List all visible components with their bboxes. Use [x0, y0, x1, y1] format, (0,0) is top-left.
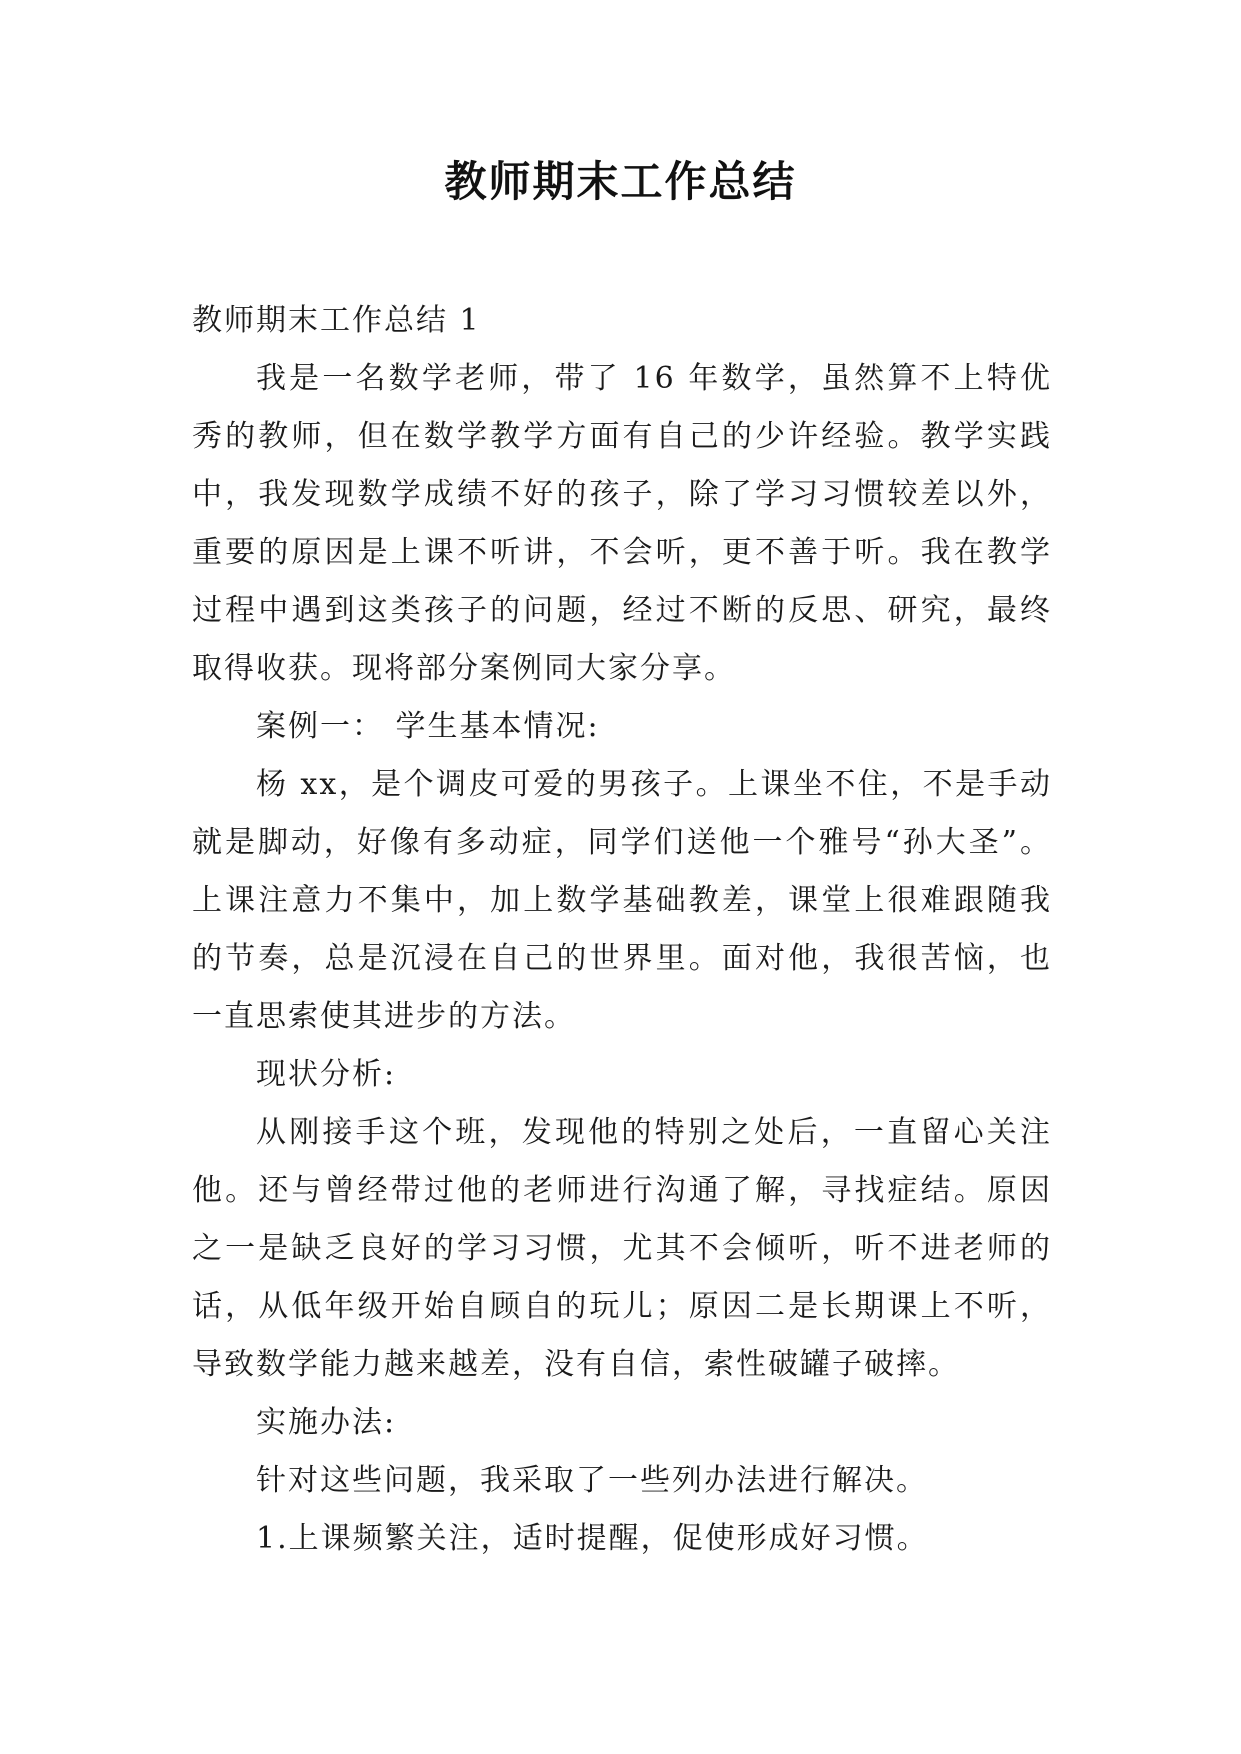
paragraph-methods-intro: 针对这些问题，我采取了一些列办法进行解决。: [256, 1463, 928, 1498]
paragraph-analysis-heading: 现状分析:: [256, 1057, 397, 1092]
document-body: [192, 292, 1052, 1568]
document-title: 教师期末工作总结: [444, 157, 797, 206]
section-heading: 教师期末工作总结 1: [192, 303, 481, 338]
paragraph-analysis: 从刚接手这个班，发现他的特别之处后，一直留心关注他。还与曾经带过他的老师进行沟通了解，寻找症结。原因之一是缺乏良好的学习习惯，尤其不会倾听，听不进老师的话，从低年级开始自顾自的玩儿；原因二是长期课上不听，导致数学能力越来越差，没有自信，索性破罐子破摔。: [192, 1115, 1052, 1382]
paragraph-methods-heading: 实施办法:: [256, 1405, 397, 1440]
paragraph-case-heading: 案例一： 学生基本情况:: [256, 709, 600, 744]
paragraph-student-description: 杨 xx，是个调皮可爱的男孩子。上课坐不住，不是手动就是脚动，好像有多动症，同学们送他一个雅号“孙大圣”。上课注意力不集中，加上数学基础教差，课堂上很难跟随我的节奏，总是沉浸在自己的世界里。面对他，我很苦恼，也一直思索使其进步的方法。: [192, 767, 1052, 1034]
paragraph-method-1: 1.上课频繁关注，适时提醒，促使形成好习惯。: [256, 1521, 929, 1556]
paragraph-intro: 我是一名数学老师，带了 16 年数学，虽然算不上特优秀的教师，但在数学教学方面有自己的少许经验。教学实践中，我发现数学成绩不好的孩子，除了学习习惯较差以外，重要的原因是上课不听讲，不会听，更不善于听。我在教学过程中遇到这类孩子的问题，经过不断的反思、研究，最终取得收获。现将部分案例同大家分享。: [192, 361, 1052, 686]
